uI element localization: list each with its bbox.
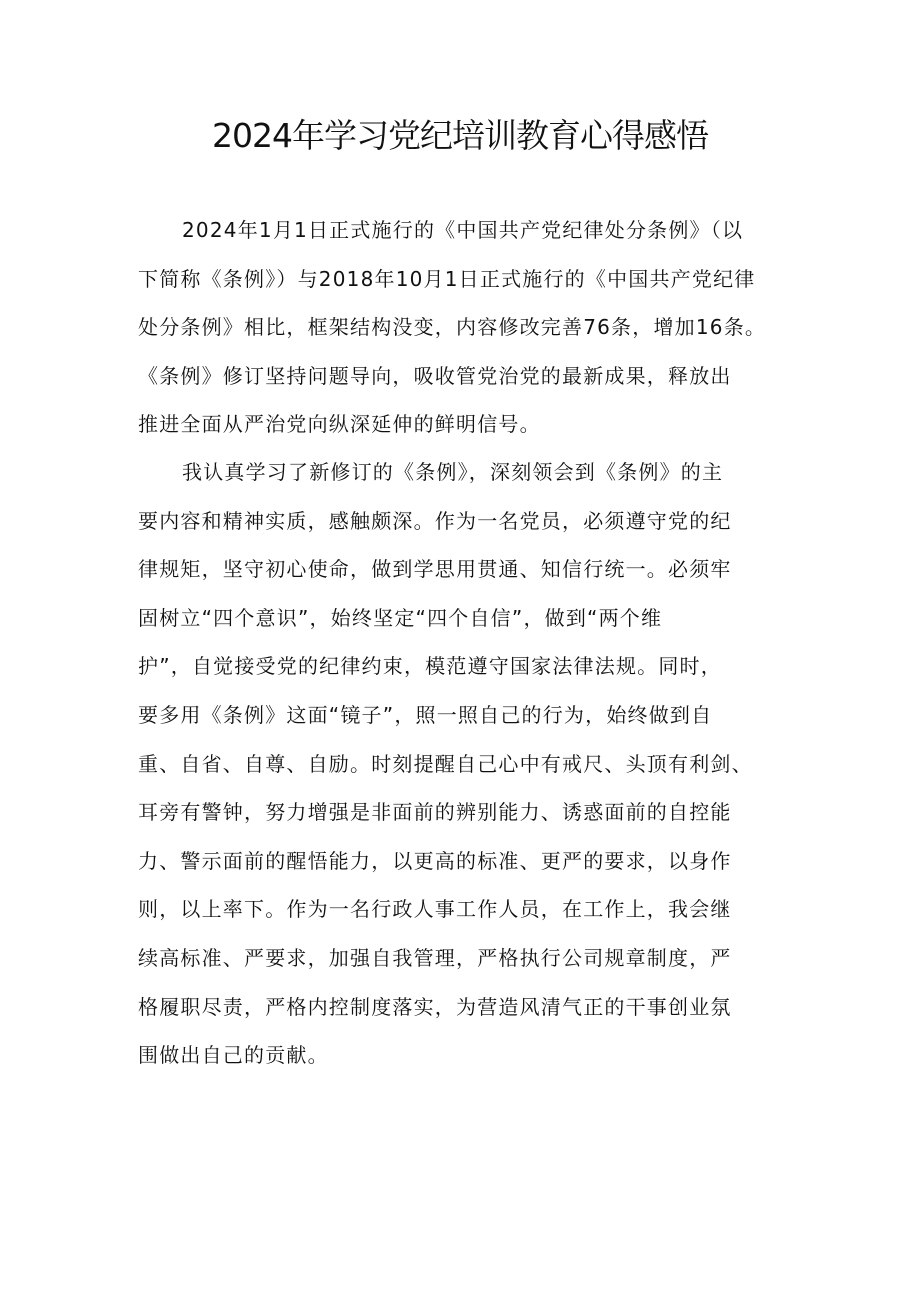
paragraph-line: 下简称《条例》）与2018年10月1日正式施行的《中国共产党纪律 — [138, 266, 756, 291]
paragraph-line: 续高标准、严要求，加强自我管理，严格执行公司规章制度，严 — [138, 945, 732, 970]
paragraph-line: 力、警示面前的醒悟能力，以更高的标准、更严的要求，以身作 — [138, 848, 732, 873]
paragraph-line: 2024年1月1日正式施行的《中国共产党纪律处分条例》（以 — [182, 218, 744, 242]
paragraph-line: 围做出自己的贡献。 — [138, 1043, 329, 1068]
paragraph-1 — [138, 206, 798, 449]
paragraph-line: 重、自省、自尊、自励。时刻提醒自己心中有戒尺、头顶有利剑、 — [138, 751, 753, 776]
paragraph-line: 护”，自觉接受党的纪律约束，模范遵守国家法律法规。同时， — [138, 654, 722, 679]
paragraph-2 — [138, 448, 798, 1080]
paragraph-line: 格履职尽责，严格内控制度落实，为营造风清气正的干事创业氛 — [138, 994, 732, 1019]
paragraph-line: 则，以上率下。作为一名行政人事工作人员，在工作上，我会继 — [138, 897, 732, 922]
paragraph-line: 固树立“四个意识”，始终坚定“四个自信”，做到“两个维 — [138, 605, 663, 630]
paragraph-line: 耳旁有警钟，努力增强是非面前的辨别能力、诱惑面前的自控能 — [138, 800, 732, 825]
paragraph-line: 我认真学习了新修订的《条例》，深刻领会到《条例》的主 — [182, 460, 724, 484]
paragraph-line: 要内容和精神实质，感触颇深。作为一名党员，必须遵守党的纪 — [138, 508, 732, 533]
paragraph-line: 处分条例》相比，框架结构没变，内容修改完善76条，增加16条。 — [138, 315, 767, 340]
paragraph-line: 要多用《条例》这面“镜子”，照一照自己的行为，始终做到自 — [138, 702, 713, 727]
paragraph-line: 《条例》修订坚持问题导向，吸收管党治党的最新成果，释放出 — [138, 363, 732, 388]
paragraph-line: 律规矩，坚守初心使命，做到学思用贯通、知信行统一。必须牢 — [138, 557, 732, 582]
paragraph-line: 推进全面从严治党向纵深延伸的鲜明信号。 — [138, 412, 541, 437]
page-title: 2024年学习党纪培训教育心得感悟 — [212, 116, 708, 155]
